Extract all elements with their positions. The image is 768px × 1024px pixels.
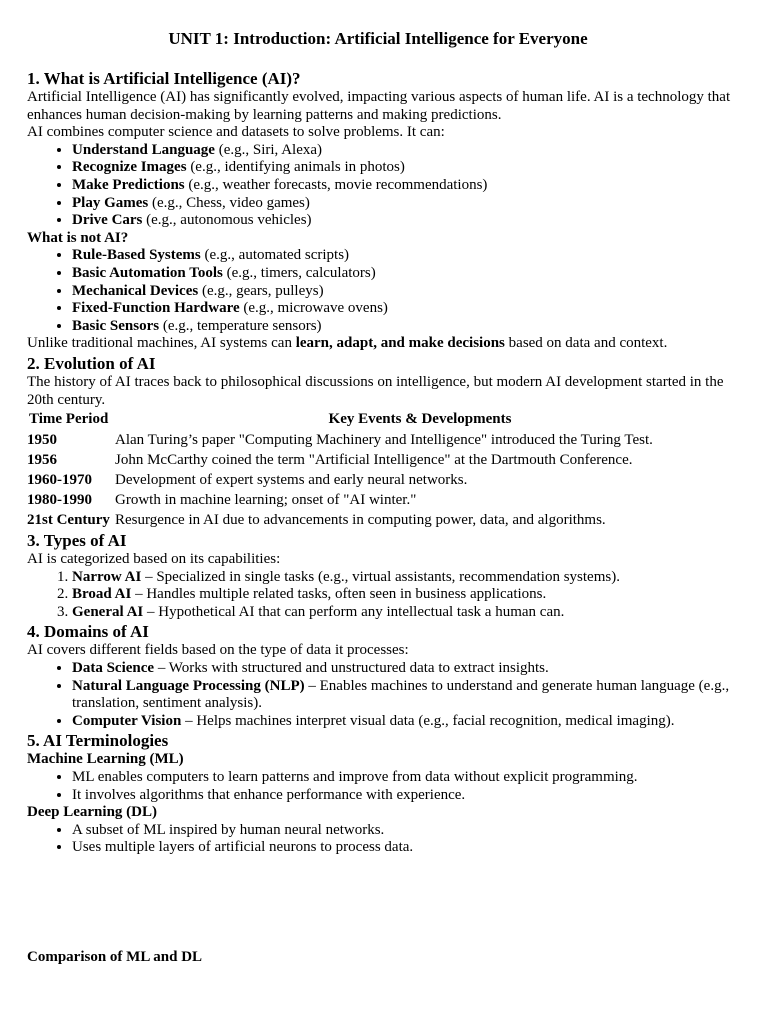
list-item: • Recognize Images (e.g., identifying animals in photos): [72, 159, 745, 177]
list-item: • Play Games (e.g., Chess, video games): [72, 195, 745, 213]
section-4-paragraph: AI covers different fields based on the type of data it processes:: [27, 642, 409, 659]
list-item: • ML enables computers to learn patterns and improve from data without explicit programming.: [72, 769, 745, 787]
list-item: • Rule-Based Systems (e.g., automated scripts): [72, 247, 745, 265]
list-item: • Mechanical Devices (e.g., gears, pulleys): [72, 283, 745, 301]
table-row: 1950 Alan Turing’s paper "Computing Machinery and Intelligence" introduced the Turing Test.: [27, 432, 653, 449]
not-ai-list: [27, 247, 745, 335]
section-1-closing: Unlike traditional machines, AI systems can learn, adapt, and make decisions based on data and context.: [27, 335, 668, 352]
list-item: • Data Science – Works with structured and unstructured data to extract insights.: [72, 660, 745, 678]
section-2-heading: 2. Evolution of AI: [27, 353, 156, 373]
list-item: • Make Predictions (e.g., weather forecasts, movie recommendations): [72, 177, 745, 195]
list-item: • Uses multiple layers of artificial neurons to process data.: [72, 839, 745, 857]
dl-list: [27, 822, 745, 857]
document-body: [27, 68, 745, 857]
table-header-row: [27, 409, 727, 430]
section-3-heading: 3. Types of AI: [27, 531, 127, 551]
ai-can-list: [27, 142, 745, 230]
section-1-heading: 1. What is Artificial Intelligence (AI)?: [27, 69, 301, 88]
section-5-heading: 5. AI Terminologies: [27, 731, 169, 751]
document-title: UNIT 1: Introduction: Artificial Intelligence for Everyone: [168, 29, 588, 48]
section-1-paragraph-1: Artificial Intelligence (AI) has significantly evolved, impacting various aspects of human life. AI is a technology that enhances human decision-making by learning patterns and making predictions.: [27, 89, 731, 123]
list-item: • Understand Language (e.g., Siri, Alexa): [72, 142, 745, 160]
list-item: • Basic Sensors (e.g., temperature sensors): [72, 318, 745, 336]
section-1-paragraph-2: AI combines computer science and datasets to solve problems. It can:: [27, 124, 445, 141]
ai-types-list: [27, 569, 745, 622]
table-row: 1960-1970 Development of expert systems and early neural networks.: [27, 472, 468, 489]
list-item: 3. General AI – Hypothetical AI that can perform any intellectual task a human can.: [72, 604, 745, 622]
dl-heading: Deep Learning (DL): [27, 804, 157, 821]
table-row: 1980-1990 Growth in machine learning; onset of "AI winter.": [27, 492, 417, 509]
section-4-heading: 4. Domains of AI: [27, 622, 149, 642]
list-item: • Drive Cars (e.g., autonomous vehicles): [72, 212, 745, 230]
list-item: 2. Broad AI – Handles multiple related tasks, often seen in business applications.: [72, 586, 745, 604]
what-is-not-ai-heading: What is not AI?: [27, 229, 129, 246]
column-header-key-events: Key Events & Developments: [328, 411, 512, 428]
table-row: 1956 John McCarthy coined the term "Artificial Intelligence" at the Dartmouth Conference.: [27, 452, 633, 469]
ml-list: [27, 769, 745, 804]
list-item: • Natural Language Processing (NLP) – Enables machines to understand and generate human language (e.g., translation, sentiment analysis).: [72, 678, 745, 713]
list-item: • Fixed-Function Hardware (e.g., microwave ovens): [72, 300, 745, 318]
ai-timeline-table: [27, 409, 727, 530]
list-item: • Computer Vision – Helps machines interpret visual data (e.g., facial recognition, medical imaging).: [72, 713, 745, 731]
ml-heading: Machine Learning (ML): [27, 751, 184, 768]
section-3-paragraph: AI is categorized based on its capabilities:: [27, 551, 281, 568]
comparison-heading: Comparison of ML and DL: [27, 949, 203, 965]
list-item: 1. Narrow AI – Specialized in single tasks (e.g., virtual assistants, recommendation systems).: [72, 569, 745, 587]
table-row: 21st Century Resurgence in AI due to advancements in computing power, data, and algorithms.: [27, 512, 606, 529]
section-2-paragraph: The history of AI traces back to philosophical discussions on intelligence, but modern AI development started in the 20th century.: [27, 373, 724, 408]
list-item: • A subset of ML inspired by human neural networks.: [72, 822, 745, 840]
column-header-time-period: Time Period: [29, 411, 109, 428]
ai-domains-list: [27, 660, 745, 730]
list-item: • Basic Automation Tools (e.g., timers, calculators): [72, 265, 745, 283]
list-item: • It involves algorithms that enhance performance with experience.: [72, 787, 745, 805]
